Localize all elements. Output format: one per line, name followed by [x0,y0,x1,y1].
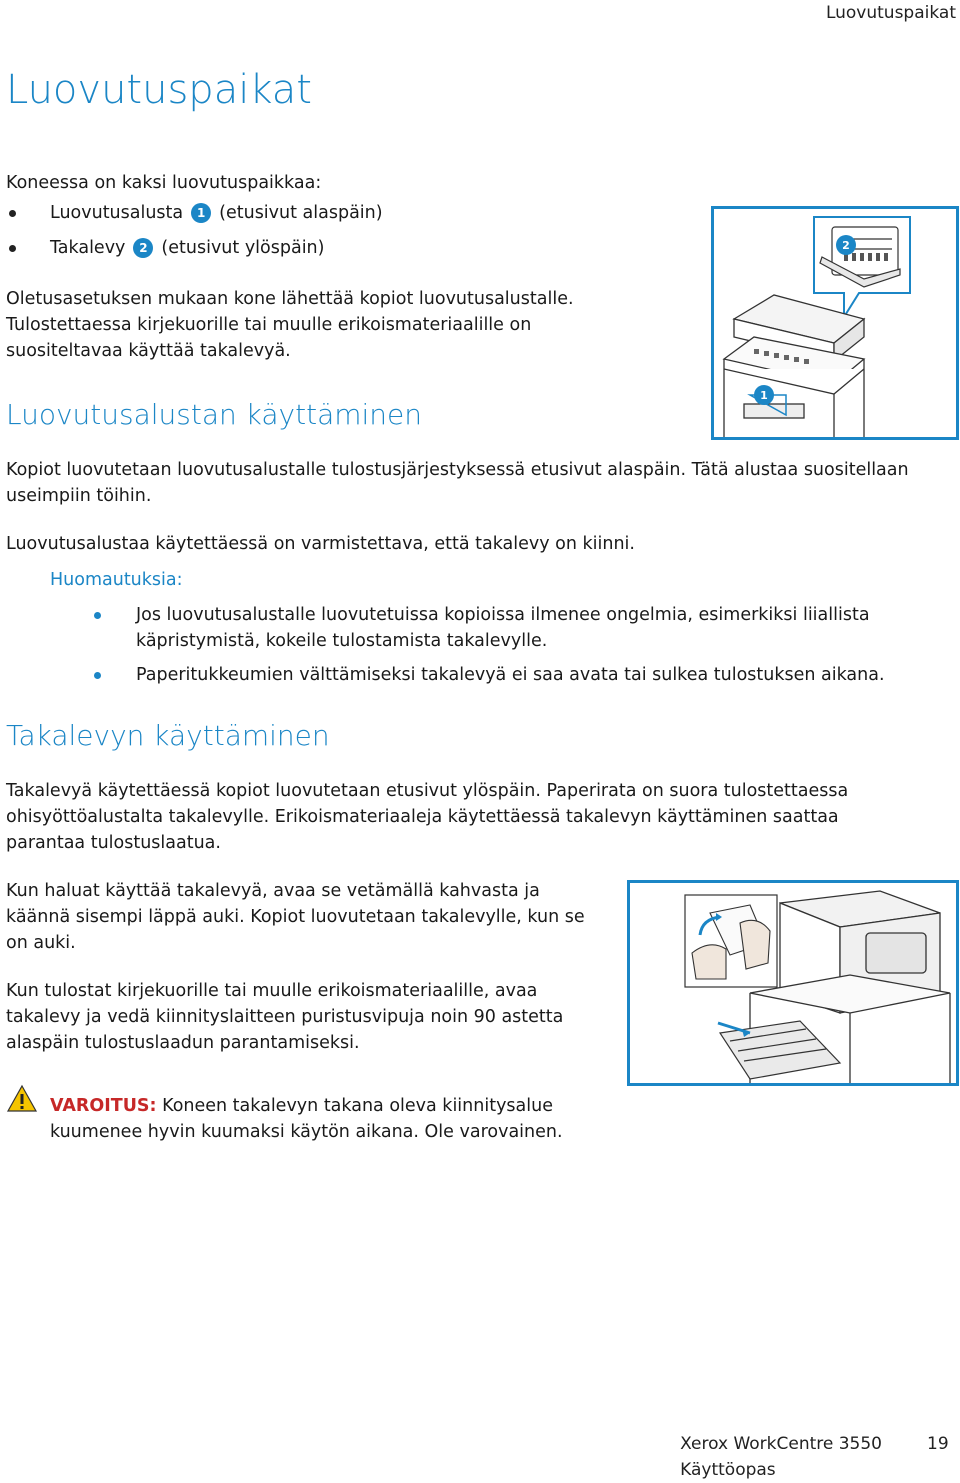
bullet-icon [94,672,101,679]
rear-tray-figure [627,880,959,1086]
intro-lead: Koneessa on kaksi luovutuspaikkaa: [6,173,322,193]
page-number: 19 [927,1434,949,1454]
list-item [6,235,324,261]
note-item [90,662,950,688]
list-item-label: Luovutusalusta [50,203,184,223]
bullet-icon [94,612,101,619]
text-line [50,1093,950,1119]
text-line: Jos luovutusalustalle luovutetuissa kopioissa ilmenee ongelmia, esimerkiksi liiallista [136,605,870,625]
rear-tray-illustration [630,883,956,1083]
bullet-icon [9,210,16,217]
bullet-icon [9,245,16,252]
section1-paragraph-2: Luovutusalustaa käytettäessä on varmistettava, että takalevy on kiinni. [6,534,635,554]
section-heading: Takalevyn käyttäminen [6,719,330,752]
callout-number-badge: 1 [191,203,211,223]
text-line: käännä sisempi läppä auki. Kopiot luovutetaan takalevylle, kun se [6,907,585,927]
warning-label: VAROITUS: [50,1096,157,1116]
text-line: on auki. [6,933,76,953]
footer [680,1431,882,1483]
footer-guide: Käyttöopas [680,1460,776,1480]
text-line: Kun haluat käyttää takalevyä, avaa se vetämällä kahvasta ja [6,881,540,901]
section2-paragraph-3 [6,978,626,1056]
text-line: Oletusasetuksen mukaan kone lähettää kopiot luovutusalustalle. [6,289,574,309]
text-line: alaspäin tulostuslaadun parantamiseksi. [6,1033,360,1053]
warning-icon [6,1084,38,1114]
list-item-label: Takalevy [50,238,126,258]
text-line: Kopiot luovutetaan luovutusalustalle tulostusjärjestyksessä etusivut alaspäin. Tätä alustaa suositellaan [6,460,909,480]
section1-paragraph [6,457,956,509]
text-line: Paperitukkeumien välttämiseksi takalevyä ei saa avata tai sulkea tulostuksen aikana. [136,665,885,685]
list-item-note: (etusivut alaspäin) [219,203,383,223]
list-item [6,200,383,226]
section-heading: Luovutusalustan käyttäminen [6,398,423,431]
warning-line-2: kuumenee hyvin kuumaksi käytön aikana. Ole varovainen. [50,1122,563,1142]
list-item-note: (etusivut ylöspäin) [161,238,325,258]
intro-paragraph [6,286,626,364]
text-line: parantaa tulostuslaatua. [6,833,221,853]
page-title: Luovutuspaikat [6,67,312,113]
notes-label: Huomautuksia: [50,570,183,590]
callout-2-label: 2 [842,239,850,252]
text-line: useimpiin töihin. [6,486,152,506]
section2-paragraph [6,778,956,856]
printer-illustration [714,209,956,437]
callout-1-label: 1 [760,389,768,402]
text-line: suositeltavaa käyttää takalevyä. [6,341,291,361]
note-item [90,602,950,654]
text-line: ohisyöttöalustalta takalevylle. Erikoismateriaaleja käytettäessä takalevyn käyttäminen saattaa [6,807,839,827]
section2-paragraph-2 [6,878,626,956]
text-line: Takalevyä käytettäessä kopiot luovutetaan etusivut ylöspäin. Paperirata on suora tulostettaessa [6,781,849,801]
text-line: Tulostettaessa kirjekuorille tai muulle erikoismateriaalille on [6,315,532,335]
warning-text [50,1093,950,1145]
printer-output-figure [711,206,959,440]
running-header: Luovutuspaikat [825,3,956,23]
text-line: takalevy ja vedä kiinnityslaitteen puristusvipuja noin 90 astetta [6,1007,564,1027]
footer-product: Xerox WorkCentre 3550 [680,1434,882,1454]
warning-line-1: Koneen takalevyn takana oleva kiinnitysalue [162,1096,553,1116]
text-line: Kun tulostat kirjekuorille tai muulle erikoismateriaalille, avaa [6,981,538,1001]
callout-number-badge: 2 [133,238,153,258]
text-line: käpristymistä, kokeile tulostamista takalevylle. [136,631,548,651]
